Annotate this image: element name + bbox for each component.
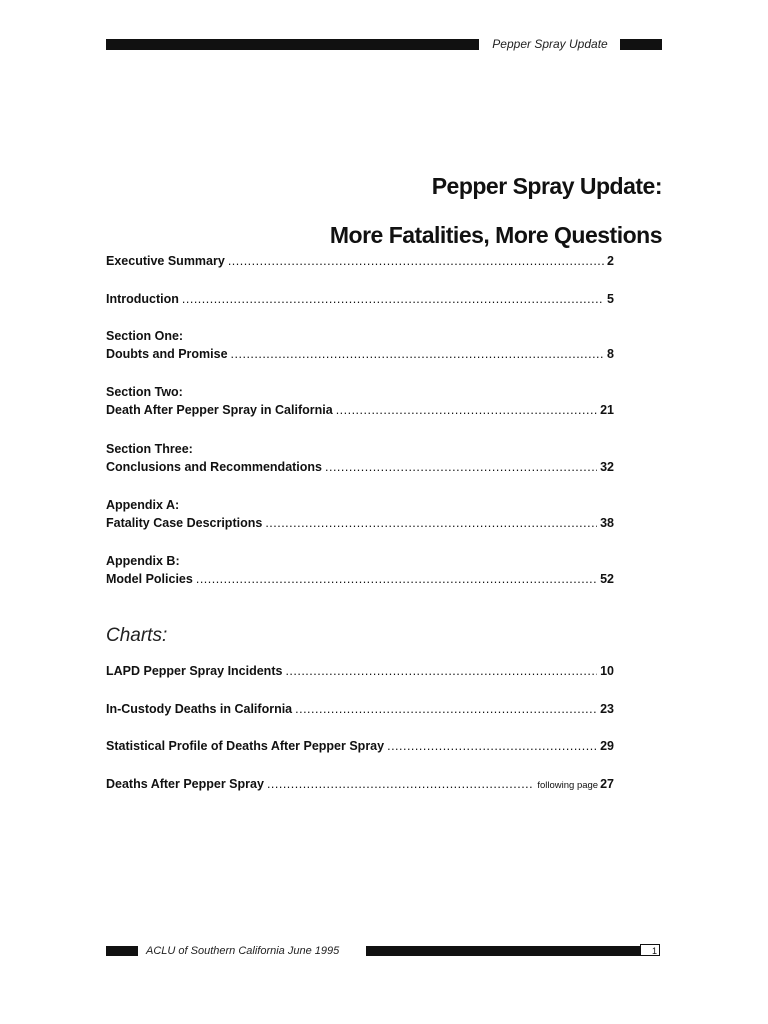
chart-entry <box>106 662 614 680</box>
toc-entry <box>106 327 614 363</box>
footer-text: ACLU of Southern California June 1995 <box>146 945 340 957</box>
chart-entry-label: In-Custody Deaths in California <box>106 702 293 716</box>
footer-rule-mid <box>366 946 640 956</box>
chart-entry-label: Statistical Profile of Deaths After Pepper Spray <box>106 739 385 753</box>
chart-page-number: 23 <box>600 702 614 716</box>
chart-page-number: 10 <box>600 664 614 678</box>
document-title-line-1: Pepper Spray Update: <box>431 173 662 199</box>
dot-leader <box>336 401 597 419</box>
dot-leader <box>267 775 534 793</box>
toc-entry <box>106 496 614 532</box>
dot-leader <box>295 700 597 718</box>
toc-entry-label: Conclusions and Recommendations <box>106 460 323 474</box>
toc-page-number: 38 <box>600 516 614 530</box>
toc-section-label: Section Two: <box>106 385 183 399</box>
chart-entry <box>106 737 614 755</box>
toc-page-number: 32 <box>600 460 614 474</box>
running-header: Pepper Spray Update <box>492 37 608 51</box>
toc-entry <box>106 552 614 588</box>
dot-leader <box>231 345 605 363</box>
toc-page-number: 52 <box>600 572 614 586</box>
chart-entry-label: LAPD Pepper Spray Incidents <box>106 664 283 678</box>
toc-entry <box>106 290 614 308</box>
chart-page-number: 27 <box>600 777 614 791</box>
chart-page-number: 29 <box>600 739 614 753</box>
toc-entry-label: Executive Summary <box>106 254 225 268</box>
toc-section-label: Section Three: <box>106 442 193 456</box>
dot-leader <box>387 737 597 755</box>
charts-heading: Charts: <box>106 625 168 646</box>
toc-section-label: Appendix B: <box>106 554 180 568</box>
dot-leader <box>228 252 604 270</box>
dot-leader <box>265 514 597 532</box>
header-rule-right <box>620 39 662 50</box>
chart-entry <box>106 700 614 718</box>
toc-entry <box>106 440 614 476</box>
toc-entry-label: Introduction <box>106 292 179 306</box>
dot-leader <box>285 662 597 680</box>
toc-entry <box>106 383 614 419</box>
toc-section-label: Section One: <box>106 329 184 343</box>
footer-rule-left <box>106 946 138 956</box>
dot-leader <box>196 570 597 588</box>
toc-page-number: 2 <box>607 254 614 268</box>
dot-leader <box>325 458 597 476</box>
toc-entry-label: Model Policies <box>106 572 193 586</box>
toc-page-number: 21 <box>600 403 614 417</box>
chart-entry <box>106 775 614 795</box>
dot-leader <box>182 290 604 308</box>
header-rule-left <box>106 39 479 50</box>
chart-entry-label: Deaths After Pepper Spray <box>106 777 264 791</box>
toc-entry-label: Death After Pepper Spray in California <box>106 403 333 417</box>
toc-page-number: 8 <box>607 347 614 361</box>
toc-page-number: 5 <box>607 292 614 306</box>
toc-entry-label: Fatality Case Descriptions <box>106 516 263 530</box>
toc-section-label: Appendix A: <box>106 498 180 512</box>
toc-entry-label: Doubts and Promise <box>106 347 228 361</box>
chart-page-note: following page <box>537 780 599 791</box>
toc-entry <box>106 252 614 270</box>
document-title-line-2: More Fatalities, More Questions <box>329 222 662 248</box>
footer-page-number: 1 <box>640 944 660 956</box>
